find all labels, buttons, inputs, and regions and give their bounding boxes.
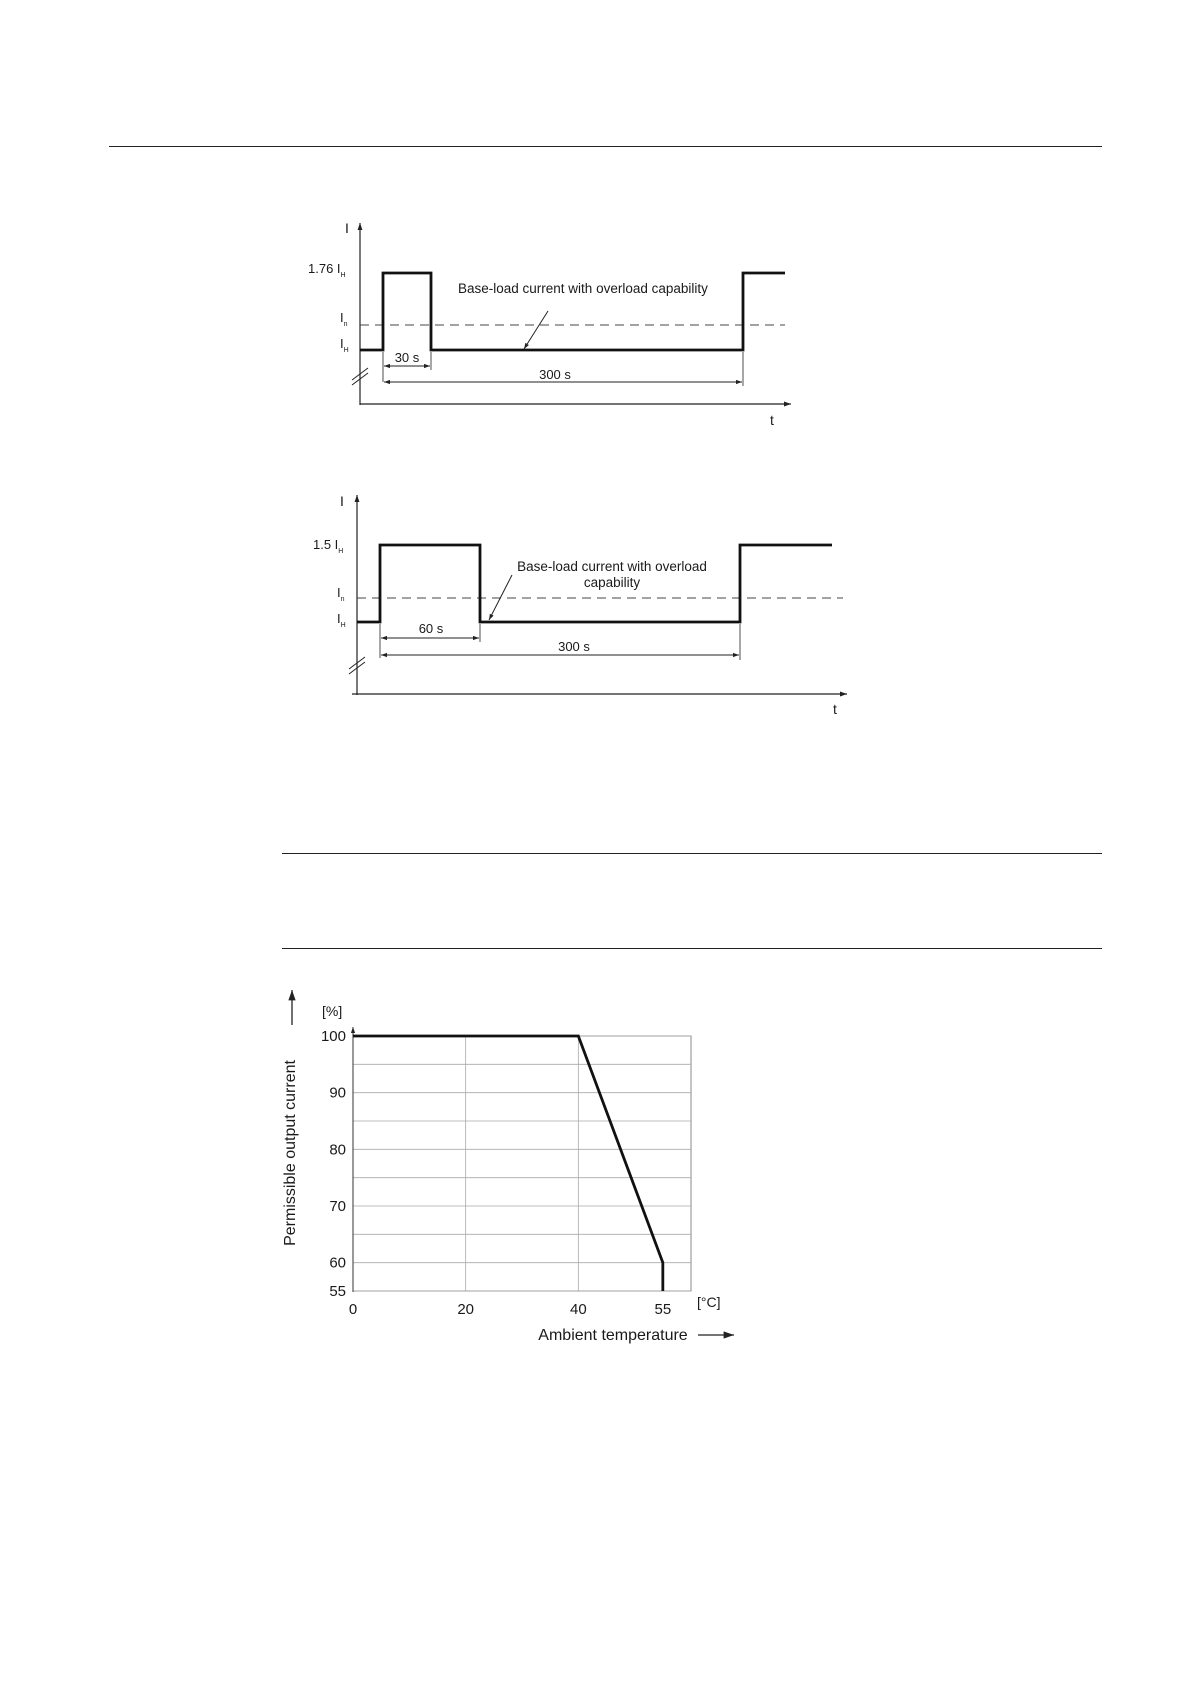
overload-duration-label: 60 s [418, 621, 444, 636]
x-tick-label: 40 [569, 1301, 587, 1318]
y-axis-label: I [340, 493, 344, 509]
tick-labels [321, 1028, 671, 1318]
cycle-duration-label: 300 s [558, 639, 590, 654]
y-axis-label: I [345, 220, 349, 236]
y-tick-label: 70 [329, 1198, 346, 1215]
base-level-label: $I_H$ [337, 611, 346, 629]
x-axis-label: t [770, 412, 774, 428]
base-load-annotation: capability [583, 575, 641, 590]
y-axis-title: Permissible output current [282, 1060, 299, 1246]
cycle-duration-label: 300 s [539, 367, 571, 382]
grid [353, 1036, 691, 1291]
y-tick-label: 60 [329, 1254, 346, 1272]
base-load-annotation: Base-load current with overload [517, 559, 707, 574]
y-tick-label: 80 [329, 1141, 346, 1159]
derating-chart [282, 990, 734, 1344]
rated-level-label: $I_n$ [340, 310, 348, 328]
peak-level-label: 1.76 $I_H$ [308, 261, 346, 279]
rated-level-label: $I_n$ [337, 585, 345, 603]
annotation-leader [524, 311, 548, 349]
plot-frame [353, 1036, 691, 1291]
y-unit-label: [%] [322, 1003, 343, 1019]
y-tick-label: 100 [320, 1028, 346, 1045]
base-level-label: $I_H$ [340, 336, 349, 354]
y-tick-label: 90 [329, 1084, 346, 1102]
x-axis-title: Ambient temperature [538, 1327, 688, 1344]
load-cycle-2 [313, 493, 847, 717]
x-tick-label: 20 [457, 1301, 475, 1318]
x-axis-label: t [833, 701, 837, 717]
x-unit-label: [°C] [697, 1294, 721, 1310]
peak-level-label: 1.5 $I_H$ [313, 537, 344, 555]
x-tick-label: 0 [348, 1301, 358, 1318]
base-load-annotation: Base-load current with overload capability [458, 281, 708, 296]
x-tick-label: 55 [654, 1301, 672, 1318]
derating-curve [353, 1036, 663, 1291]
load-cycle-1 [308, 220, 791, 428]
y-tick-label: 55 [329, 1283, 346, 1300]
overload-duration-label: 30 s [394, 350, 420, 365]
